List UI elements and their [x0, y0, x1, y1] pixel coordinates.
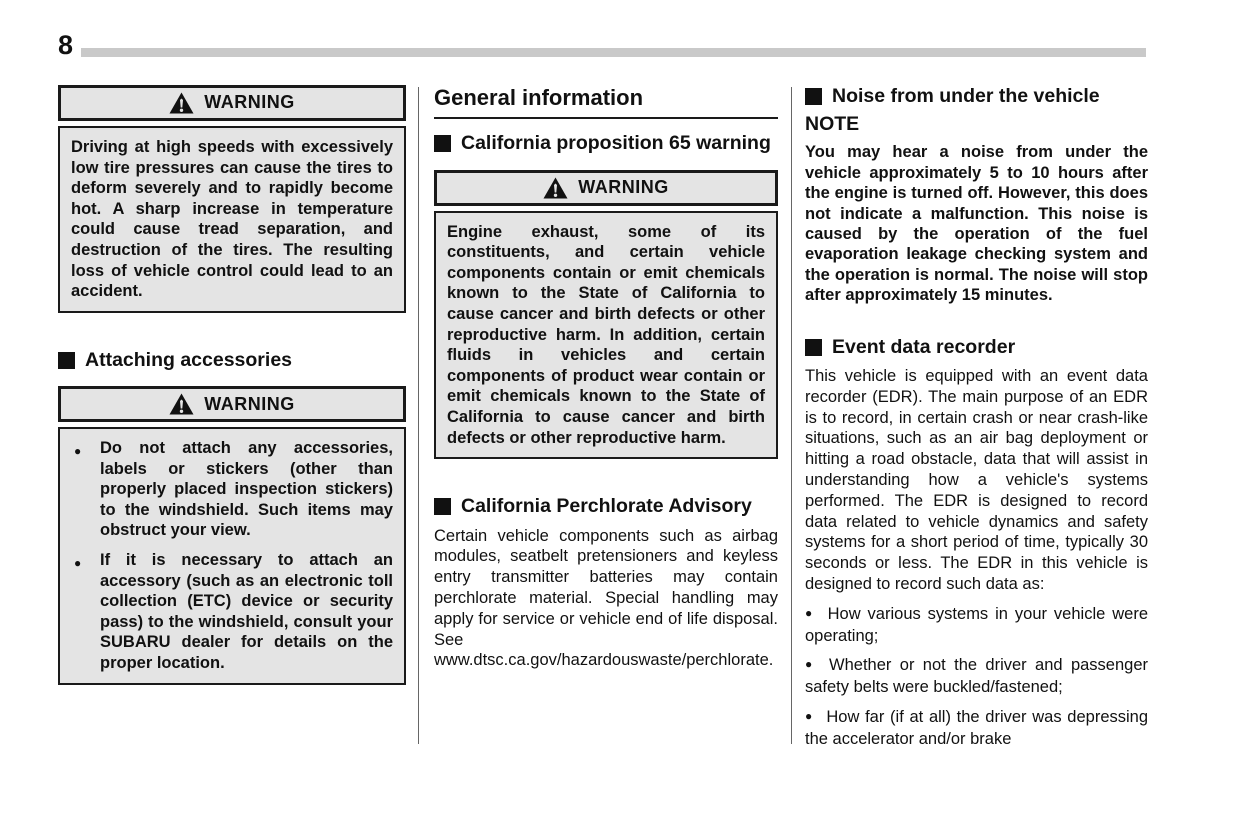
prop65-warning-box [434, 170, 778, 460]
edr-bullet-item: ● How far (if at all) the driver was depressing the accelerator and/or brake [805, 707, 1148, 750]
warning-label: WARNING [204, 92, 295, 113]
column-middle [434, 85, 778, 750]
warning-body-text: Driving at high speeds with excessively low tire pressures can cause the tires to deform severely and to rapidly become hot. A sharp increase in temperature could cause tread separation, and destruction of the tires. The resulting loss of vehicle control could lead to an accident. [58, 126, 406, 313]
warning-triangle-icon [169, 92, 194, 114]
warning-triangle-icon [543, 177, 568, 199]
warning-bullet-item: ● If it is necessary to attach an accessory (such as an electronic toll collection (ETC) device or security pass) to the windshield, consult your SUBARU dealer for details on the proper location. [71, 550, 393, 674]
edr-paragraph: This vehicle is equipped with an event data recorder (EDR). The main purpose of an EDR is to record, in certain crash or near crash-like situations, such as an air bag deployment or hitting a road obstacle, data that will assist in understanding how a vehicle's systems performed. The EDR is designed to record data related to vehicle dynamics and safety systems for a short period of time, typically 30 seconds or less. The EDR in this vehicle is designed to record such data as: [805, 367, 1148, 593]
heading-text: Event data recorder [832, 335, 1016, 358]
warning-header [434, 170, 778, 206]
attaching-warning-box [58, 386, 406, 685]
page-header [0, 0, 1241, 60]
section-title-general-information: General information [434, 85, 778, 119]
edr-bullet-item: ● How various systems in your vehicle were operating; [805, 604, 1148, 647]
warning-label: WARNING [204, 393, 295, 414]
warning-header [58, 85, 406, 121]
heading-text: California proposition 65 warning [461, 132, 771, 155]
heading-text: Noise from under the vehicle [832, 84, 1100, 107]
warning-header [58, 386, 406, 422]
note-label: NOTE [805, 113, 860, 136]
tire-warning-box [58, 85, 406, 313]
content-columns [0, 57, 1241, 750]
noise-note-paragraph: You may hear a noise from under the vehicle approximately 5 to 10 hours after the engine is turned off. However, this does not indicate a malfunction. This noise is caused by the operation of the fuel evaporation leakage checking system and the operation is normal. The noise will stop after approximately 15 minutes. [805, 143, 1148, 305]
header-rule [81, 48, 1146, 57]
warning-body-list [58, 427, 406, 685]
warning-label: WARNING [578, 177, 669, 198]
warning-body-text: Engine exhaust, some of its constituents, and certain vehicle components contain or emit chemicals known to the State of California to cause cancer and birth defects or other reproductive harm. In addition, certain fluids in vehicles and certain components of product wear contain or emit chemicals known to the State of California to cause cancer and birth defects or other reproductive harm. [434, 211, 778, 460]
heading-attaching-accessories [58, 349, 406, 371]
heading-california-prop65 [434, 132, 778, 154]
heading-text: Attaching accessories [85, 348, 293, 371]
warning-bullet-item: ● Do not attach any accessories, labels or stickers (other than properly placed inspection stickers) to the windshield. Such items may obstruct your view. [71, 438, 393, 541]
column-right [805, 85, 1148, 750]
column-divider [418, 87, 419, 744]
heading-event-data-recorder [805, 336, 1148, 358]
column-left [58, 85, 406, 750]
section-square-icon [805, 339, 822, 356]
heading-noise-under-vehicle [805, 85, 1148, 107]
section-square-icon [434, 135, 451, 152]
section-square-icon [434, 498, 451, 515]
section-square-icon [58, 352, 75, 369]
warning-triangle-icon [169, 393, 194, 415]
perchlorate-paragraph: Certain vehicle components such as airbag modules, seatbelt pretensioners and keyless entry transmitter batteries may contain perchlorate material. Special handling may apply for service or vehicle end of life disposal. See www.dtsc.ca.gov/hazardouswaste/perchlorate. [434, 526, 778, 670]
page-number: 8 [58, 30, 74, 60]
heading-text: California Perchlorate Advisory [461, 495, 752, 518]
edr-bullet-item: ● Whether or not the driver and passenger safety belts were buckled/fastened; [805, 655, 1148, 698]
section-square-icon [805, 88, 822, 105]
heading-california-perchlorate [434, 495, 778, 517]
column-divider [791, 87, 792, 744]
